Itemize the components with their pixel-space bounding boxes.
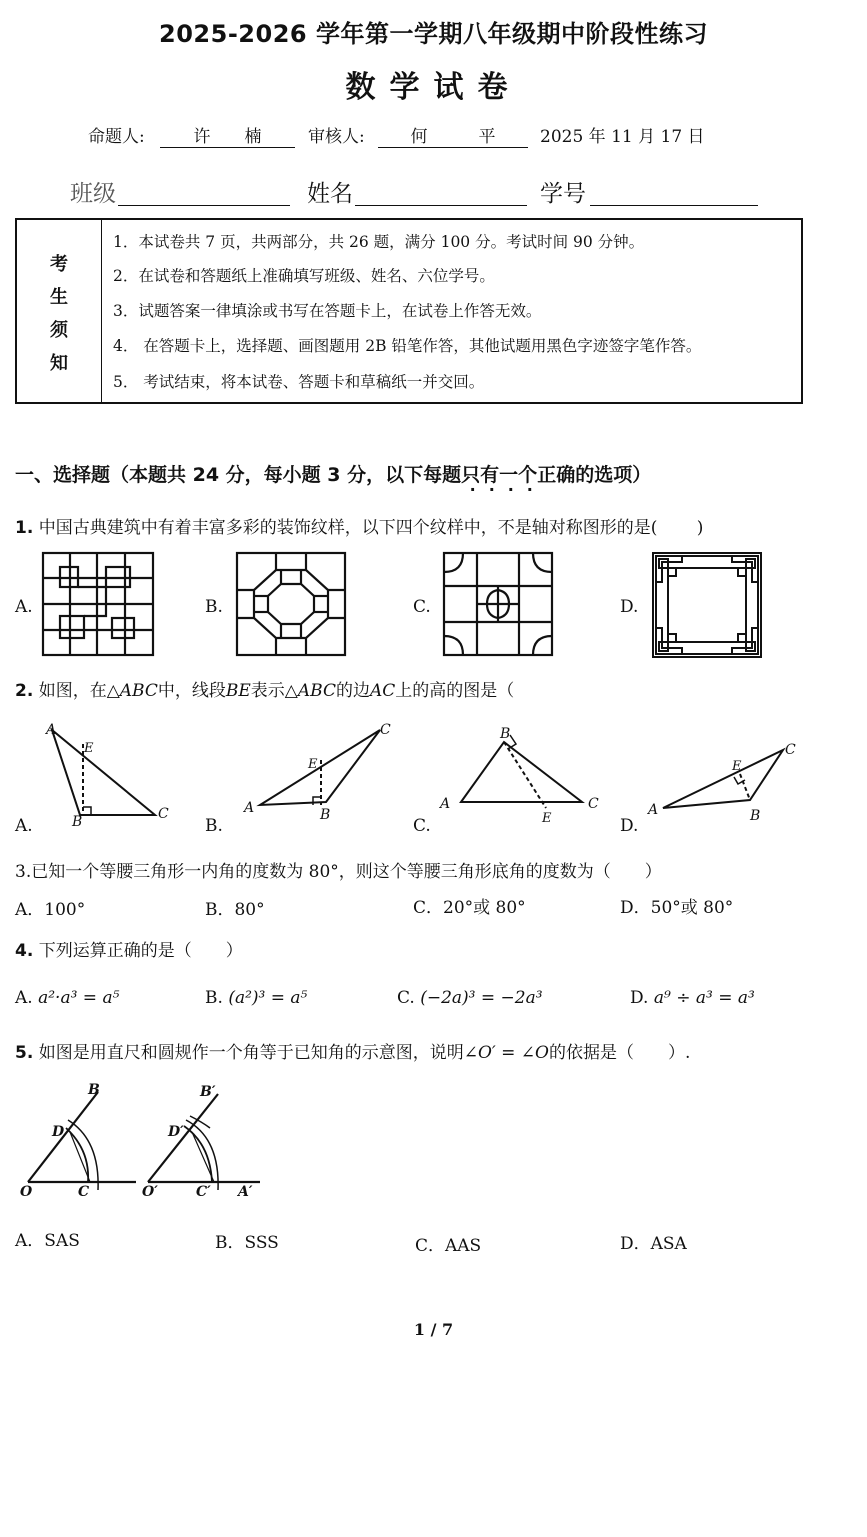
q4-option-d[interactable]: D. a⁹ ÷ a³ = a³ [630, 988, 755, 1008]
q2-figure-b [240, 720, 400, 830]
svg-text:A: A [440, 796, 451, 812]
q3-option-a[interactable]: A．100° [15, 900, 86, 920]
class-label: 班级 [70, 181, 116, 207]
pattern-d-figure [652, 552, 762, 658]
svg-text:E: E [732, 759, 742, 774]
svg-text:O′: O′ [142, 1184, 158, 1200]
setter-label: 命题人: [88, 127, 145, 147]
exam-date: 2025 年 11 月 17 日 [540, 127, 705, 147]
pattern-c-figure [443, 552, 553, 656]
svg-text:O: O [20, 1184, 33, 1200]
question-1: 1. 中国古典建筑中有着丰富多彩的装饰纹样，以下四个纹样中，不是轴对称图形的是( ) [15, 518, 704, 538]
svg-text:B: B [750, 808, 761, 824]
svg-text:D′: D′ [168, 1124, 184, 1140]
exam-subtitle: 数学试卷 [345, 70, 522, 105]
id-label: 学号 [540, 181, 586, 207]
q5-option-a[interactable]: A．SAS [15, 1231, 80, 1251]
label-c: C [158, 806, 169, 822]
svg-text:A: A [244, 800, 255, 816]
svg-text:D: D [52, 1124, 65, 1140]
svg-text:A: A [648, 802, 659, 818]
q1-option-c[interactable]: C. [413, 597, 431, 617]
q3-option-b[interactable]: B．80° [205, 900, 265, 920]
label-a: A [46, 722, 57, 738]
svg-text:C: C [380, 722, 391, 738]
setter-name: 许 楠 [160, 122, 295, 148]
pattern-a-figure [42, 552, 154, 656]
svg-text:C: C [78, 1184, 90, 1200]
q4-option-a[interactable]: A. a²·a³ = a⁵ [15, 988, 120, 1008]
id-field[interactable] [590, 205, 758, 206]
notice-box [15, 218, 803, 404]
name-label: 姓名 [307, 181, 353, 207]
q5-option-d[interactable]: D．ASA [620, 1234, 687, 1254]
question-3: 3.已知一个等腰三角形一内角的度数为 80°，则这个等腰三角形底角的度数为（ ） [15, 862, 662, 882]
q2-figure-d [648, 740, 808, 830]
page-number: 1 / 7 [413, 1320, 454, 1339]
svg-text:B′: B′ [200, 1084, 216, 1100]
q3-option-d[interactable]: D．50°或 80° [620, 898, 734, 918]
section-heading: 一、选择题（本题共 24 分，每小题 3 分，以下每题只有一个正确的选项） [15, 464, 652, 486]
svg-text:C: C [588, 796, 599, 812]
notice-item: 4． 在答题卡上，选择题、画图题用 2B 铅笔作答，其他试题用黑色字迹签字笔作答。 [113, 337, 702, 355]
reviewer-label: 审核人: [308, 127, 365, 147]
svg-text:A′: A′ [238, 1184, 253, 1200]
q1-option-b[interactable]: B. [205, 597, 223, 617]
q1-option-a[interactable]: A. [15, 597, 33, 617]
q2-figure-a [40, 720, 180, 830]
svg-text:B: B [88, 1082, 100, 1098]
question-2: 2. 如图，在△ABC中，线段BE表示△ABC的边AC上的高的图是（ [15, 681, 515, 701]
label-b: B [72, 814, 83, 830]
q4-expr-d: a⁹ ÷ a³ = a³ [653, 988, 755, 1008]
q5-figure-left [18, 1080, 138, 1202]
q5-option-b[interactable]: B．SSS [215, 1233, 279, 1253]
svg-text:E: E [542, 811, 552, 826]
svg-text:C: C [785, 742, 796, 758]
notice-heading: 考 生 须 知 [17, 220, 102, 402]
q4-option-c[interactable]: C. (−2a)³ = −2a³ [397, 988, 543, 1008]
q2-option-c[interactable]: C. [413, 816, 431, 836]
question-4: 4. 下列运算正确的是（ ） [15, 941, 243, 961]
svg-text:B: B [500, 726, 511, 742]
q2-option-b[interactable]: B. [205, 816, 223, 836]
question-5: 5. 如图是用直尺和圆规作一个角等于已知角的示意图，说明∠O′ = ∠O的依据是（ ）. [15, 1043, 691, 1063]
q5-figure-right [140, 1080, 266, 1202]
q2-figure-c [436, 726, 616, 830]
q2-option-a[interactable]: A. [15, 816, 33, 836]
svg-text:C′: C′ [196, 1184, 211, 1200]
notice-item: 1．本试卷共 7 页，共两部分，共 26 题，满分 100 分。考试时间 90 分钟。 [113, 233, 645, 251]
q1-option-d[interactable]: D. [620, 597, 639, 617]
q4-expr-c: (−2a)³ = −2a³ [420, 988, 543, 1008]
q2-option-d[interactable]: D. [620, 816, 639, 836]
label-e: E [84, 741, 94, 756]
svg-text:B: B [320, 807, 331, 823]
q3-option-c[interactable]: C．20°或 80° [413, 898, 526, 918]
q5-option-c[interactable]: C．AAS [415, 1236, 482, 1256]
reviewer-name: 何 平 [378, 122, 528, 148]
notice-item: 2．在试卷和答题纸上准确填写班级、姓名、六位学号。 [113, 267, 495, 285]
svg-text:E: E [308, 757, 318, 772]
q4-expr-a: a²·a³ = a⁵ [38, 988, 120, 1008]
exam-title: 2025-2026 学年第一学期八年级期中阶段性练习 [159, 20, 708, 48]
notice-item: 3．试题答案一律填涂或书写在答题卡上，在试卷上作答无效。 [113, 302, 542, 320]
pattern-b-figure [236, 552, 346, 656]
name-field[interactable] [355, 205, 527, 206]
q4-option-b[interactable]: B. (a²)³ = a⁵ [205, 988, 308, 1008]
class-field[interactable] [118, 205, 290, 206]
notice-item: 5． 考试结束，将本试卷、答题卡和草稿纸一并交回。 [113, 373, 485, 391]
q4-expr-b: (a²)³ = a⁵ [228, 988, 308, 1008]
